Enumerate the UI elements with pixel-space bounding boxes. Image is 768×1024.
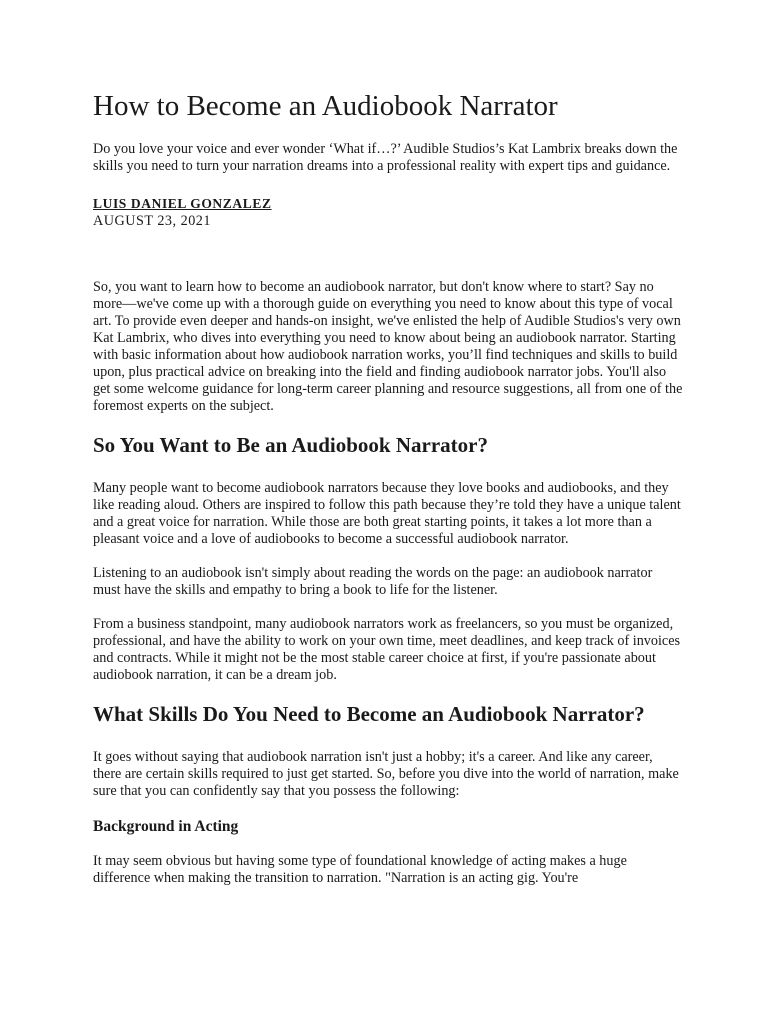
subheading-background-in-acting: Background in Acting: [93, 818, 239, 835]
body-paragraph: It may seem obvious but having some type of foundational knowledge of acting makes a huge difference when making the transition to narration. "Narration is an acting gig. You're: [93, 853, 627, 886]
author-link[interactable]: LUIS DANIEL GONZALEZ: [93, 196, 272, 211]
section-heading-skills: What Skills Do You Need to Become an Audiobook Narrator?: [93, 702, 645, 726]
body-paragraph: It goes without saying that audiobook narration isn't just a hobby; it's a career. And like any career, there are certain skills required to just get started. So, before you dive into the world of narration, make sure that you can confidently say that you possess the following:: [93, 749, 679, 799]
byline: [93, 195, 683, 213]
article: [93, 88, 683, 904]
body-paragraph: Listening to an audiobook isn't simply about reading the words on the page: an audiobook narrator must have the skills and empathy to bring a book to life for the listener.: [93, 565, 653, 598]
body-paragraph: Many people want to become audiobook narrators because they love books and audiobooks, and they like reading aloud. Others are inspired to follow this path because they’re told they have a unique talent and a great voice for narration. While those are both great starting points, it takes a lot more than a pleasant voice and a love of audiobooks to become a successful audiobook narrator.: [93, 480, 681, 547]
lead-paragraph: So, you want to learn how to become an audiobook narrator, but don't know where to start? Say no more—we've come up with a thorough guide on everything you need to know about this type of vocal art. To provide even deeper and hands-on insight, we've enlisted the help of Audible Studios's very own Kat Lambrix, who dives into everything you need to know about being an audiobook narrator. Starting with basic information about how audiobook narration works, you’ll find techniques and skills to build upon, plus practical advice on breaking into the field and finding audiobook narrator jobs. You'll also get some welcome guidance for long-term career planning and resource suggestions, all from one of the foremost experts on the subject.: [93, 279, 683, 414]
publish-date: AUGUST 23, 2021: [93, 213, 211, 229]
section-heading-want-to-be: So You Want to Be an Audiobook Narrator?: [93, 433, 488, 457]
body-paragraph: From a business standpoint, many audiobook narrators work as freelancers, so you must be organized, professional, and have the ability to work on your own time, meet deadlines, and keep track of invoices and contracts. While it might not be the most stable career choice at first, if you're passionate about audiobook narration, it can be a dream job.: [93, 616, 681, 683]
article-title: How to Become an Audiobook Narrator: [93, 90, 558, 122]
article-intro: Do you love your voice and ever wonder ‘What if…?’ Audible Studios’s Kat Lambrix breaks down the skills you need to turn your narration dreams into a professional reality with expert tips and guidance.: [93, 141, 678, 174]
